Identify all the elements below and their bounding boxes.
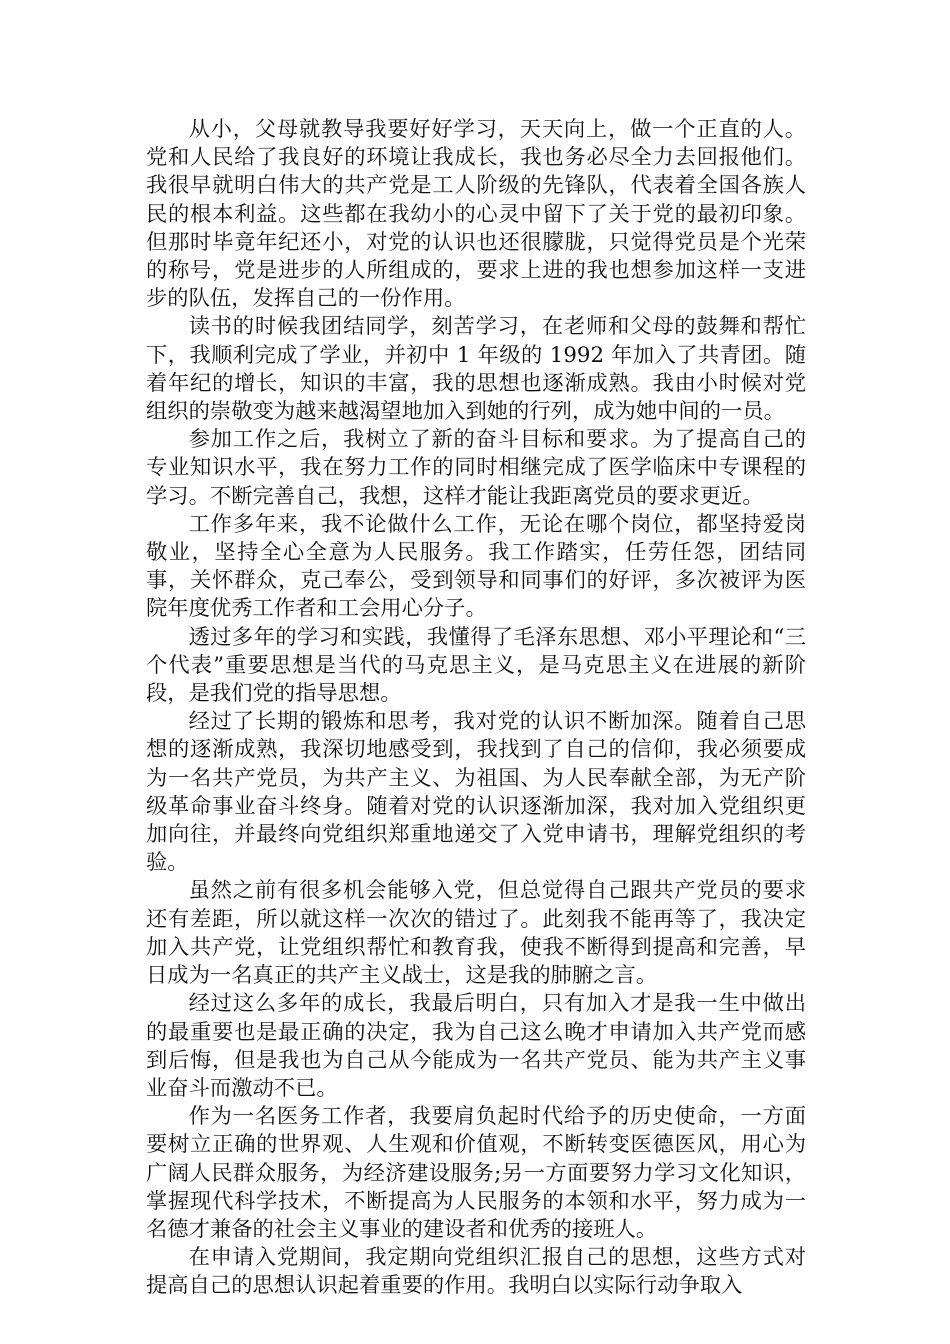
paragraph-7: 虽然之前有很多机会能够入党，但总觉得自己跟共产党员的要求还有差距，所以就这样一次次的错过了。此刻我不能再等了，我决定加入共产党，让党组织帮忙和教育我，使我不断得到提高和完善，早日成为一名真正的共产主义战士，这是我的肺腑之言。 — [146, 878, 806, 989]
paragraph-6: 经过了长期的锻炼和思考，我对党的认识不断加深。随着自己思想的逐渐成熟，我深切地感受到，我找到了自己的信仰，我必须要成为一名共产党员，为共产主义、为祖国、为人民奉献全部，为无产阶级革命事业奋斗终身。随着对党的认识逐渐加深，我对加入党组织更加向往，并最终向党组织郑重地递交了入党申请书，理解党组织的考验。 — [146, 709, 806, 876]
paragraph-10: 在申请入党期间，我定期向党组织汇报自己的思想，这些方式对提高自己的思想认识起着重要的作用。我明白以实际行动争取入 — [146, 1245, 806, 1299]
paragraph-4: 工作多年来，我不论做什么工作，无论在哪个岗位，都坚持爱岗敬业，坚持全心全意为人民服务。我工作踏实，任劳任怨，团结同事，关怀群众，克己奉公，受到领导和同事们的好评，多次被评为医院年度优秀工作者和工会用心分子。 — [146, 511, 806, 622]
paragraph-3: 参加工作之后，我树立了新的奋斗目标和要求。为了提高自己的专业知识水平，我在努力工作的同时相继完成了医学临床中专课程的学习。不断完善自己，我想，这样才能让我距离党员的要求更近。 — [146, 427, 806, 509]
paragraph-1: 从小，父母就教导我要好好学习，天天向上，做一个正直的人。党和人民给了我良好的环境让我成长，我也务必尽全力去回报他们。我很早就明白伟大的共产党是工人阶级的先锋队，代表着全国各族人民的根本利益。这些都在我幼小的心灵中留下了关于党的最初印象。但那时毕竟年纪还小，对党的认识也还很朦胧，只觉得党员是个光荣的称号，党是进步的人所组成的，要求上进的我也想参加这样一支进步的队伍，发挥自己的一份作用。 — [146, 117, 806, 312]
paragraph-8: 经过这么多年的成长，我最后明白，只有加入才是我一生中做出的最重要也是最正确的决定，我为自己这么晚才申请加入共产党而感到后悔，但是我也为自己从今能成为一名共产党员、能为共产主义事业奋斗而激动不已。 — [146, 991, 806, 1101]
document-page — [146, 116, 806, 1301]
paragraph-9: 作为一名医务工作者，我要肩负起时代给予的历史使命，一方面要树立正确的世界观、人生观和价值观，不断转变医德医风，用心为广阔人民群众服务，为经济建设服务;另一方面要努力学习文化知识，掌握现代科学技术，不断提高为人民服务的本领和水平，努力成为一名德才兼备的社会主义事业的建设者和优秀的接班人。 — [146, 1104, 806, 1242]
paragraph-5: 透过多年的学习和实践，我懂得了毛泽东思想、邓小平理论和“三个代表”重要思想是当代的马克思主义，是马克思主义在进展的新阶段，是我们党的指导思想。 — [146, 624, 806, 707]
paragraph-2: 读书的时候我团结同学，刻苦学习，在老师和父母的鼓舞和帮忙下，我顺利完成了学业，并初中 1 年级的 1992 年加入了共青团。随着年纪的增长，知识的丰富，我的思想也逐渐成熟。我由小时候对党组织的崇敬变为越来越渴望地加入到她的行列，成为她中间的一员。 — [146, 314, 806, 425]
